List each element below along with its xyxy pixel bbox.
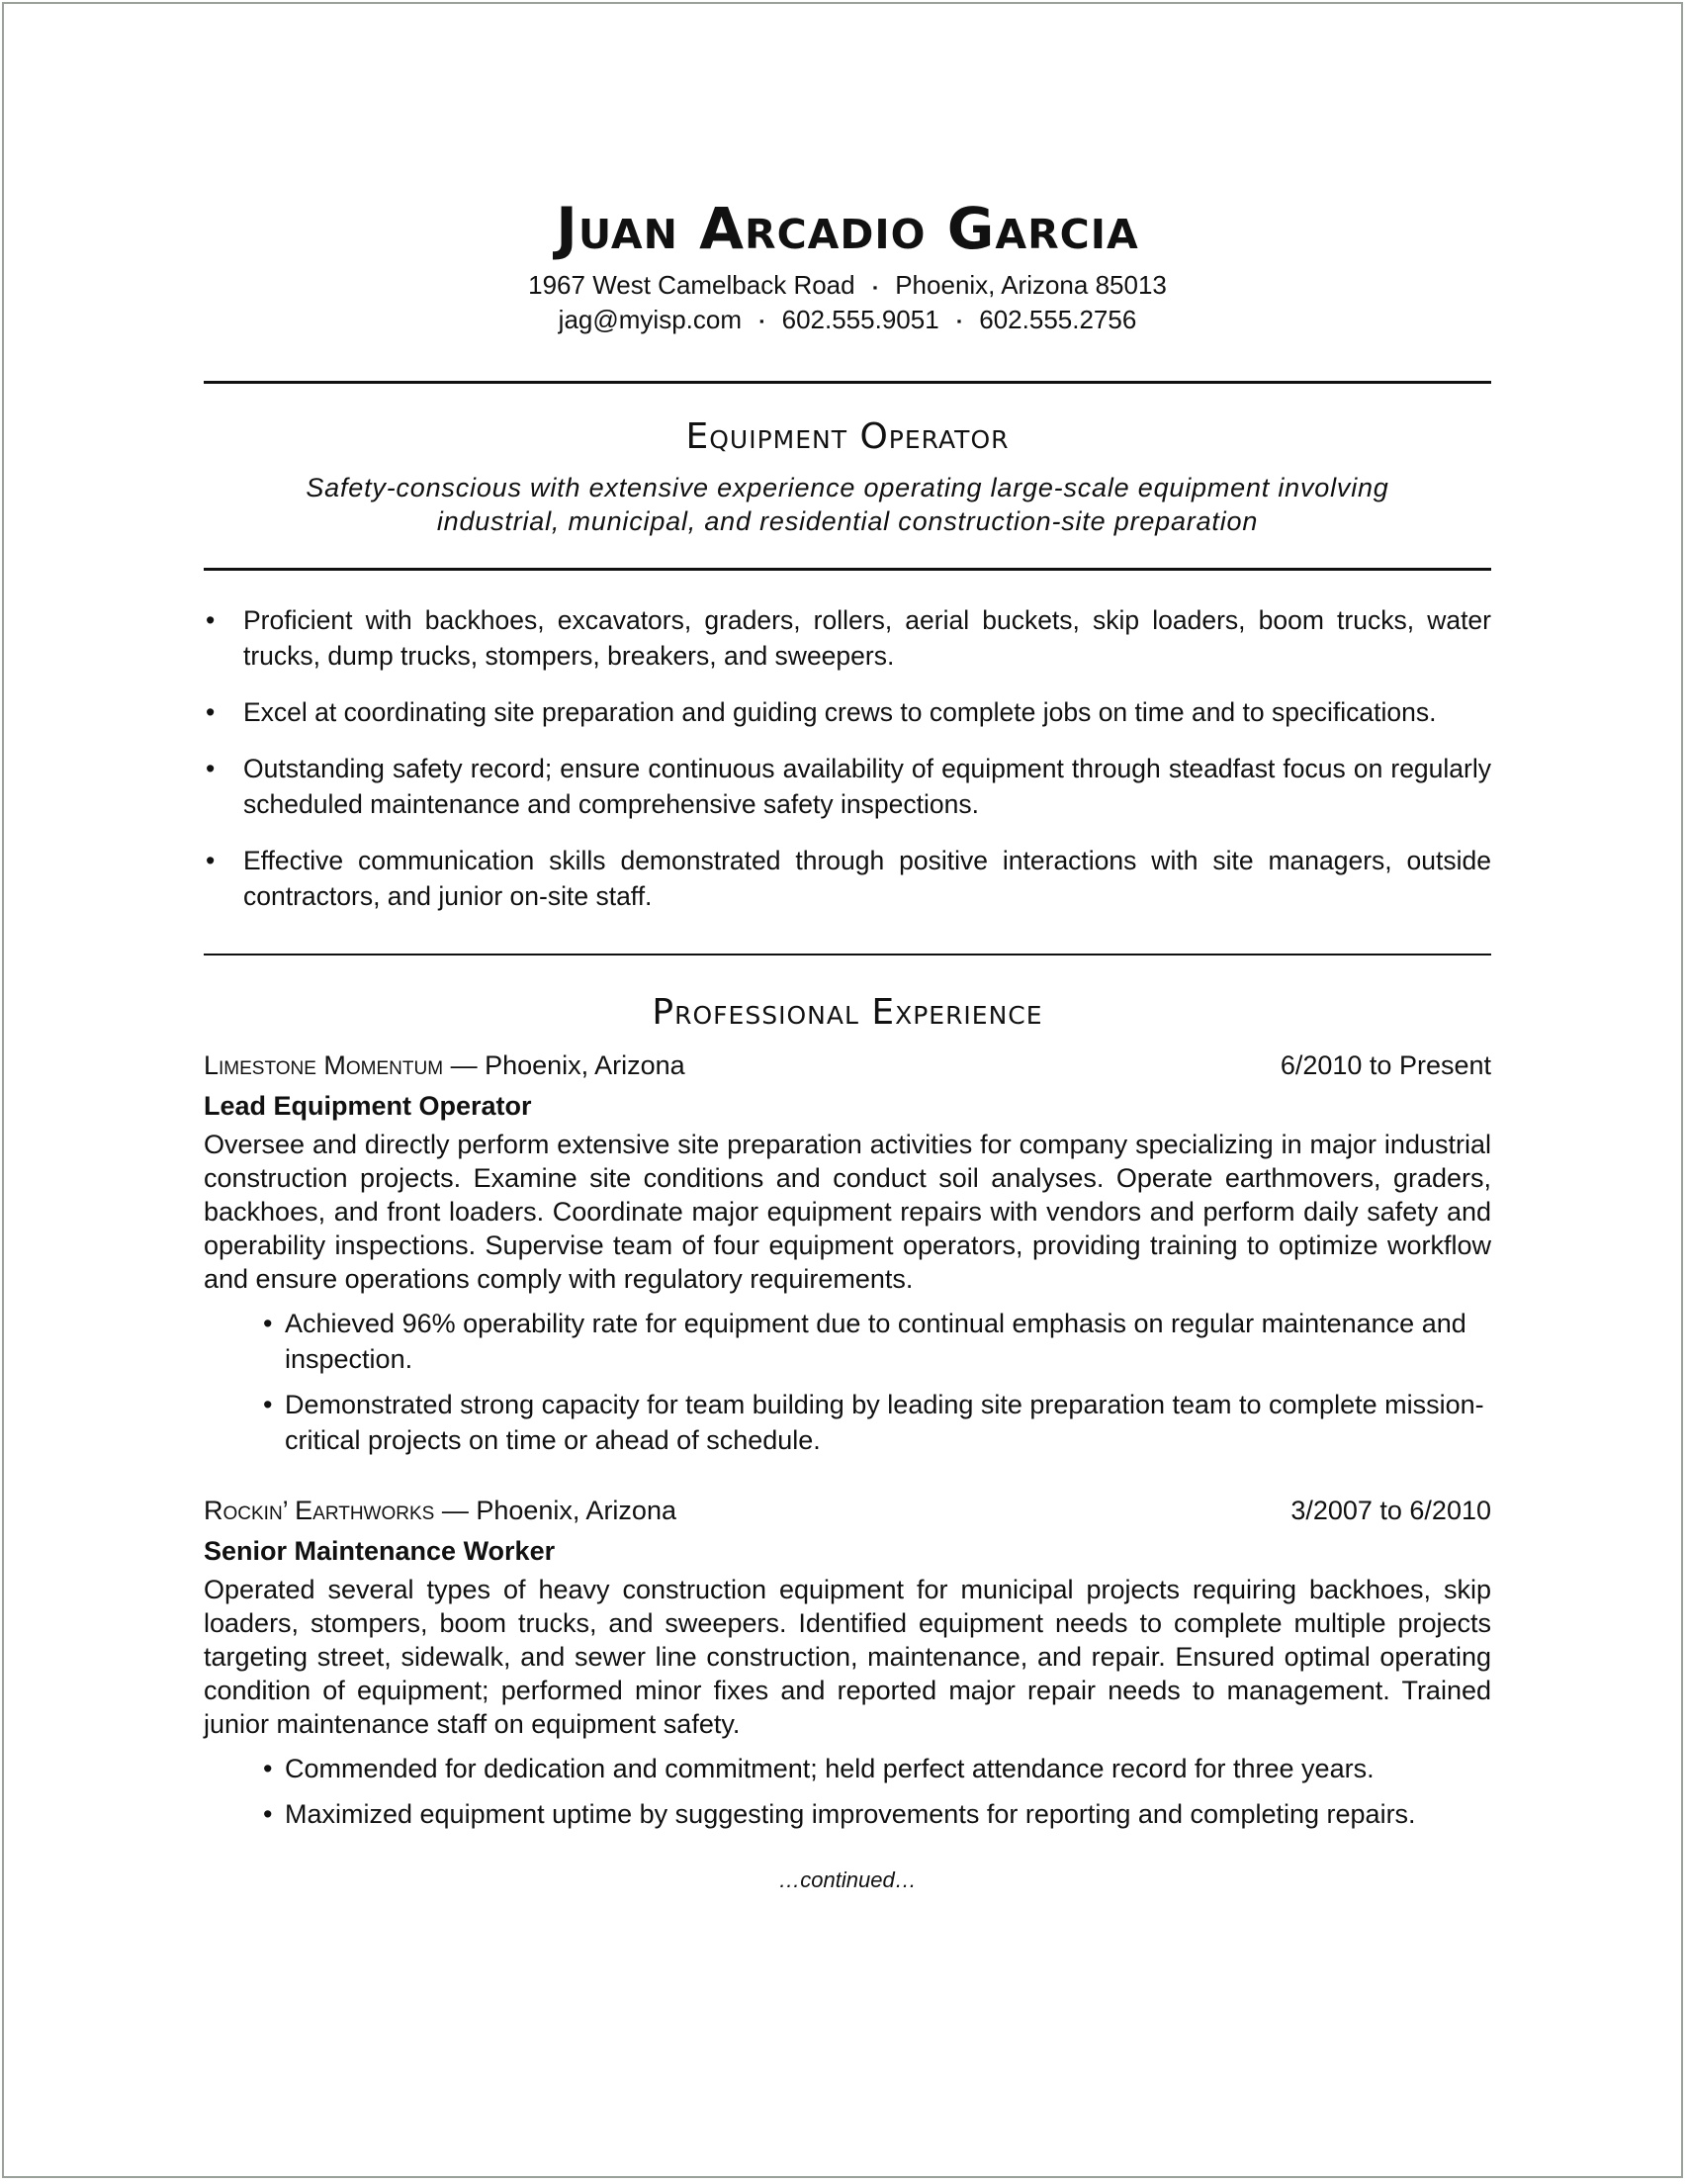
job-location: — Phoenix, Arizona	[434, 1496, 676, 1526]
achievement-list	[204, 1751, 1491, 1832]
job-entry	[204, 1048, 1491, 1458]
achievement-item: • Commended for dedication and commitment; held perfect attendance record for three years.	[263, 1751, 1491, 1786]
job-header	[204, 1048, 1491, 1082]
email: jag@myisp.com	[558, 304, 742, 334]
bullet-icon: •	[263, 1309, 273, 1339]
resume-page	[2, 2, 1683, 2178]
bullet-icon: •	[263, 1754, 273, 1784]
phone-1: 602.555.9051	[781, 304, 939, 334]
summary-list	[204, 602, 1491, 914]
summary-item: • Outstanding safety record; ensure continuous availability of equipment through steadfast focus on regularly scheduled maintenance and comprehensive safety inspections.	[204, 751, 1491, 822]
job-dates: 3/2007 to 6/2010	[1290, 1496, 1491, 1526]
summary-item: • Excel at coordinating site preparation and guiding crews to complete jobs on time and to specifications.	[204, 694, 1491, 730]
job-entry	[204, 1494, 1491, 1832]
achievement-list	[204, 1306, 1491, 1458]
company-name: Limestone Momentum	[204, 1050, 444, 1081]
profile-title: Equipment Operator	[685, 416, 1010, 458]
job-description: Oversee and directly perform extensive site preparation activities for company specializing in major industrial construction projects. Examine site conditions and conduct soil analyses. Operate earthmovers, graders, backhoes, and front loaders. Coordinate major equipment repairs with vendors and perform daily safety and operability inspections. Supervise team of four equipment operators, providing training to optimize workflow and ensure operations comply with regulatory requirements.	[204, 1130, 1491, 1295]
divider	[204, 381, 1491, 384]
separator-icon: ▪	[872, 279, 878, 295]
achievement-item: • Achieved 96% operability rate for equipment due to continual emphasis on regular maintenance and inspection.	[263, 1306, 1491, 1377]
achievement-item: • Demonstrated strong capacity for team building by leading site preparation team to complete mission-critical projects on time or ahead of schedule.	[263, 1387, 1491, 1458]
bullet-icon: •	[206, 697, 216, 728]
address: 1967 West Camelback Road	[528, 270, 855, 300]
contact-line-2	[204, 304, 1491, 338]
job-title: Lead Equipment Operator	[204, 1091, 532, 1122]
divider	[204, 568, 1491, 571]
bullet-icon: •	[206, 846, 216, 876]
summary-item: • Effective communication skills demonstrated through positive interactions with site managers, outside contractors, and junior on-site staff.	[204, 843, 1491, 914]
experience-title: Professional Experience	[652, 992, 1043, 1034]
job-header	[204, 1494, 1491, 1527]
job-dates: 6/2010 to Present	[1280, 1050, 1491, 1081]
bullet-icon: •	[263, 1390, 273, 1420]
achievement-item: • Maximized equipment uptime by suggesting improvements for reporting and completing repairs.	[263, 1796, 1491, 1832]
job-description: Operated several types of heavy construction equipment for municipal projects requiring backhoes, skip loaders, stompers, boom trucks, and sweepers. Identified equipment needs to complete multiple projects targeting street, sidewalk, and sewer line construction, maintenance, and repair. Ensured optimal operating condition of equipment; performed minor fixes and reported major repair needs to management. Trained junior maintenance staff on equipment safety.	[204, 1575, 1491, 1740]
separator-icon: ▪	[956, 314, 962, 329]
tagline-line-2: industrial, municipal, and residential construction-site preparation	[436, 506, 1259, 537]
resume-content	[204, 195, 1491, 1893]
divider	[204, 954, 1491, 956]
continued-note: …continued…	[778, 1867, 917, 1893]
phone-2: 602.555.2756	[979, 304, 1137, 334]
separator-icon: ▪	[759, 314, 764, 329]
company-name: Rockin’ Earthworks	[204, 1496, 435, 1526]
bullet-icon: •	[263, 1799, 273, 1830]
job-title: Senior Maintenance Worker	[204, 1536, 556, 1567]
tagline-line-1: Safety-conscious with extensive experience operating large-scale equipment involving	[306, 473, 1389, 503]
contact-line-1	[204, 269, 1491, 304]
bullet-icon: •	[206, 605, 216, 636]
bullet-icon: •	[206, 754, 216, 784]
city: Phoenix, Arizona 85013	[895, 270, 1167, 300]
summary-item: • Proficient with backhoes, excavators, graders, rollers, aerial buckets, skip loaders, boom trucks, water trucks, dump trucks, stompers, breakers, and sweepers.	[204, 602, 1491, 674]
job-location: — Phoenix, Arizona	[443, 1050, 685, 1081]
candidate-name: Juan Arcadio Garcia	[556, 195, 1139, 262]
